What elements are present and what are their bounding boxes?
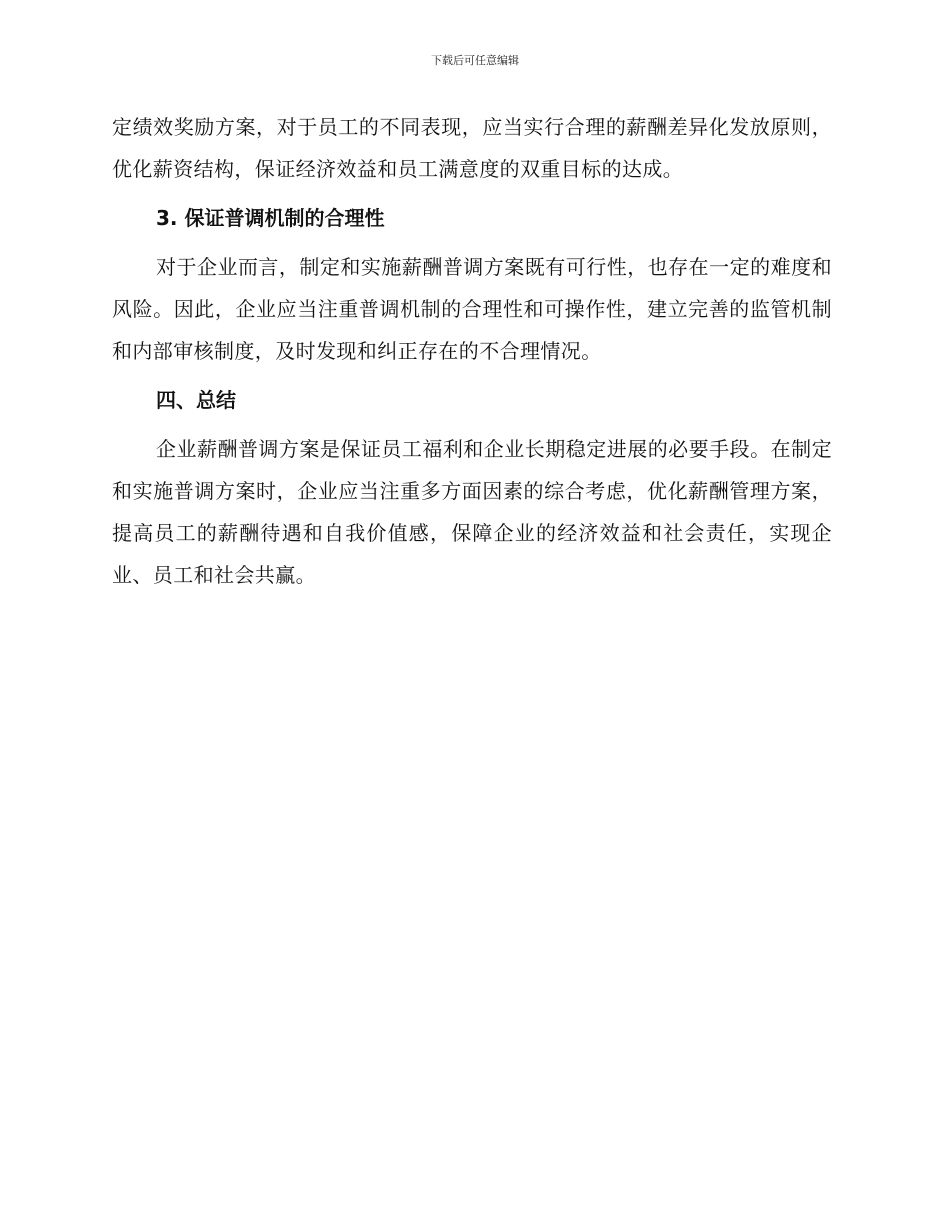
section-3-paragraph: 对于企业而言，制定和实施薪酬普调方案既有可行性，也存在一定的难度和风险。因此，企业应当注重普调机制的合理性和可操作性，建立完善的监管机制和内部审核制度，及时发现和纠正存在的不合理情况。: [112, 255, 832, 363]
section-heading-3: 3. 保证普调机制的合理性: [156, 206, 385, 230]
section-heading-summary: 四、总结: [156, 388, 236, 412]
summary-paragraph: 企业薪酬普调方案是保证员工福利和企业长期稳定进展的必要手段。在制定和实施普调方案时，企业应当注重多方面因素的综合考虑，优化薪酬管理方案，提高员工的薪酬待遇和自我价值感，保障企业的经济效益和社会责任，实现企业、员工和社会共赢。: [112, 437, 832, 587]
document-body: [112, 106, 832, 596]
continuation-paragraph: 定绩效奖励方案，对于员工的不同表现，应当实行合理的薪酬差异化发放原则，优化薪资结构，保证经济效益和员工满意度的双重目标的达成。: [112, 115, 832, 181]
page-header: 下载后可任意编辑: [431, 54, 519, 67]
